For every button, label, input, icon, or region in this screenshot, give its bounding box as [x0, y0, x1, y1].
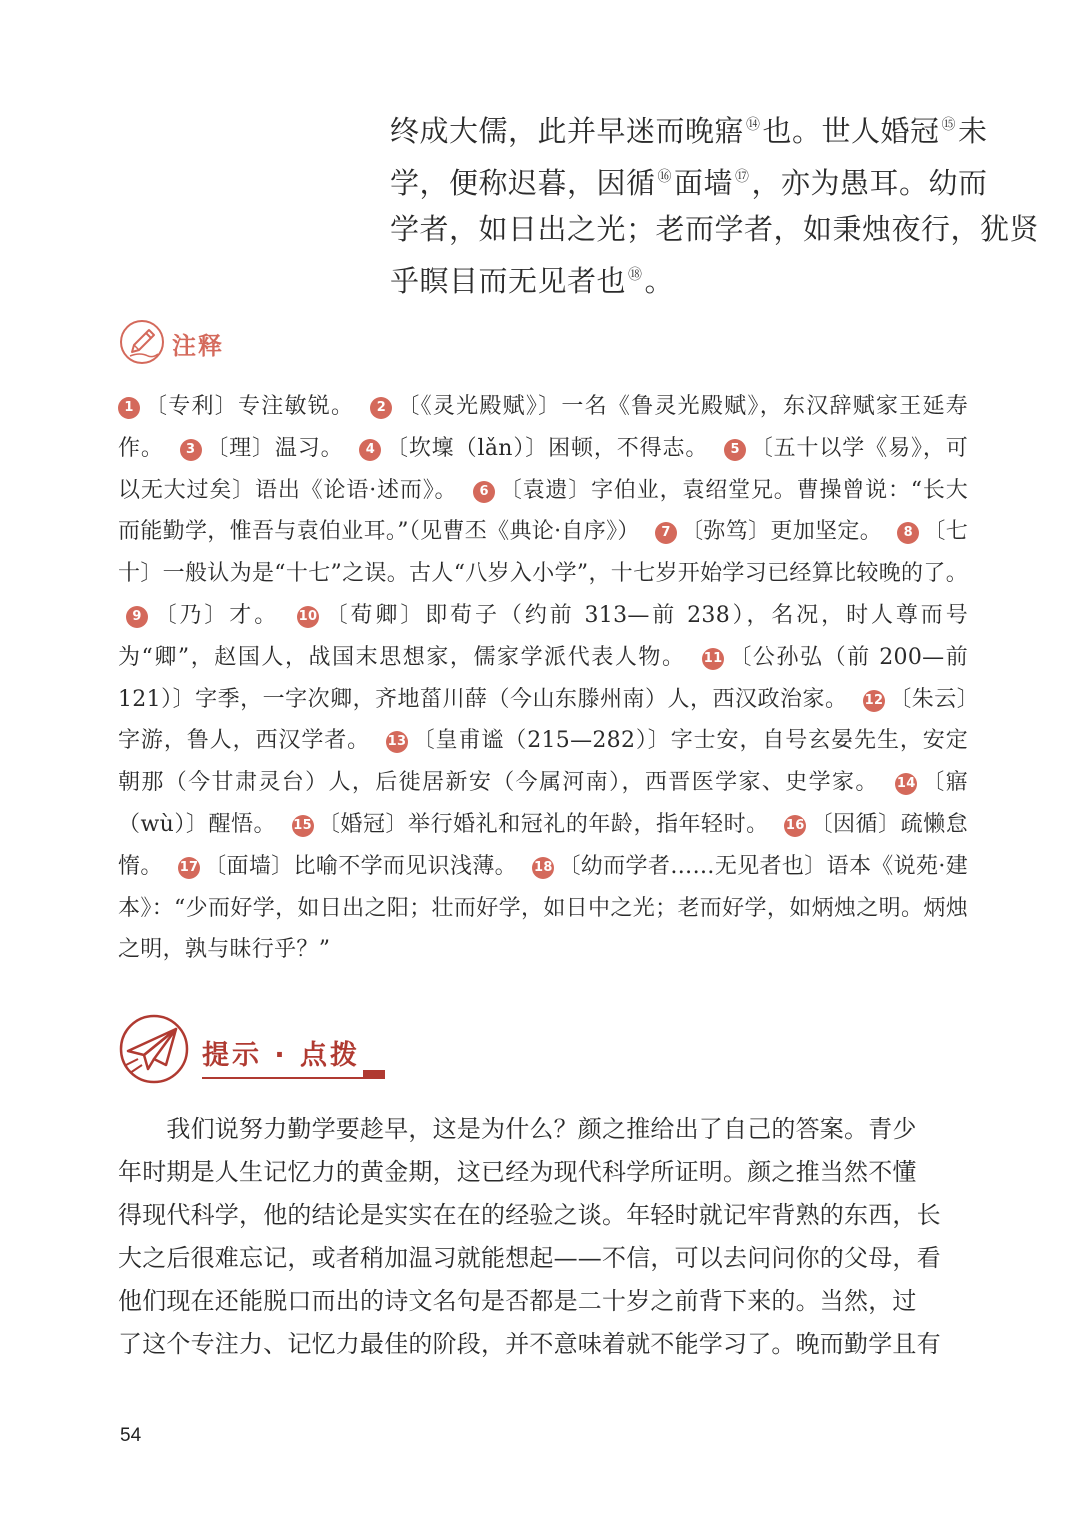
- note-text: 〔因循〕疏懒怠惰。: [118, 811, 969, 879]
- note-text: 〔荀卿〕即荀子（约前 313—前 238），名况，时人尊而号为“卿”，赵国人，战国末思想家，儒家学派代表人物。: [118, 602, 968, 670]
- text-line: 他们现在还能脱口而出的诗文名句是否都是二十岁之前背下来的。当然，过: [118, 1287, 917, 1315]
- note-text: 〔公孙弘（前 200—前 121）〕字季，一字次卿，齐地菑川薛（今山东滕州南）人，西汉政治家。: [118, 644, 969, 712]
- note-number-badge: 16: [784, 815, 806, 837]
- poem-line: 终成大儒，此并早迷而晚寤 ⑭也。世人婚冠 ⑮未: [390, 114, 988, 148]
- annotation-mark: ⑯: [657, 169, 673, 185]
- title-underline-block: [363, 1070, 385, 1079]
- poem-line: 学者，如日出之光；老而学者，如秉烛夜行，犹贤: [390, 212, 1040, 246]
- note-text: 〔七十〕一般认为是“十七”之误。古人“八岁入小学”，十七岁开始学习已经算比较晚的了。: [118, 519, 969, 587]
- annotation-mark: ⑰: [735, 169, 750, 185]
- note-number-badge: 3: [180, 439, 202, 461]
- note-item: [118, 603, 279, 628]
- note-text: 〔婚冠〕举行婚礼和冠礼的年龄，指年轻时。: [317, 811, 769, 837]
- note-number-badge: 12: [863, 690, 885, 712]
- note-number-badge: 4: [359, 439, 381, 461]
- note-text: 〔坎壈（lǎn）〕困顿，不得志。: [385, 435, 709, 461]
- note-item: [647, 519, 882, 544]
- note-number-badge: 13: [386, 731, 408, 753]
- tips-title: 提示 · 点拨: [202, 1040, 361, 1071]
- note-item: [351, 436, 708, 461]
- notes-list: [118, 386, 968, 971]
- tips-header: [118, 1013, 398, 1085]
- poem-line: 学，便称迟暮，因循 ⑯面墙 ⑰，亦为愚耳。幼而: [390, 166, 988, 200]
- note-number-badge: 1: [118, 397, 140, 419]
- note-text: 〔《灵光殿赋》〕一名《鲁灵光殿赋》，东汉辞赋家王延寿作。: [118, 394, 968, 461]
- note-number-badge: 8: [897, 522, 919, 544]
- note-number-badge: 15: [292, 815, 314, 837]
- note-number-badge: 5: [724, 439, 746, 461]
- note-number-badge: 2: [370, 397, 392, 419]
- text-line: 得现代科学，他的结论是实实在在的经验之谈。年轻时就记牢背熟的东西，长: [118, 1201, 941, 1229]
- note-number-badge: 7: [655, 522, 677, 544]
- page-number: 54: [120, 1425, 142, 1446]
- note-number-badge: 10: [297, 606, 319, 628]
- poem-line: 乎瞑目而无见者也 ⑱。: [390, 264, 675, 298]
- text-line: 我们说努力勤学要趁早，这是为什么？颜之推给出了自己的答案。青少: [118, 1115, 917, 1143]
- note-text: 〔理〕温习。: [205, 435, 344, 461]
- note-text: 〔乃〕才。: [152, 602, 280, 628]
- annotation-mark: ⑮: [941, 117, 957, 133]
- note-number-badge: 17: [178, 857, 200, 879]
- note-item: [118, 394, 354, 419]
- classical-text: [390, 102, 1040, 304]
- note-number-badge: 6: [473, 481, 495, 503]
- note-item: [172, 436, 344, 461]
- text-line: 了这个专注力、记忆力最佳的阶段，并不意味着就不能学习了。晚而勤学且有: [118, 1330, 941, 1358]
- note-number-badge: 11: [702, 648, 724, 670]
- notes-title: 注释: [172, 332, 224, 360]
- note-text: 〔面墙〕比喻不学而见识浅薄。: [204, 853, 518, 879]
- note-text: 〔袁遗〕字伯业，袁绍堂兄。曹操曾说：“长大而能勤学，惟吾与袁伯业耳。”（见曹丕《典论·自序》）: [118, 477, 969, 545]
- note-item: [284, 812, 769, 837]
- note-text: 〔寤（wù）〕醒悟。: [118, 770, 968, 837]
- note-text: 〔幼而学者……无见者也〕语本《说苑·建本》：“少而好学，如日出之阳；壮而好学，如日中之光；老而好学，如炳烛之明。炳烛之明，孰与昧行乎？”: [118, 853, 969, 963]
- note-text: 〔五十以学《易》，可以无大过矣〕语出《论语·述而》。: [118, 435, 969, 503]
- note-text: 〔专利〕专注敏锐。: [144, 394, 355, 419]
- commentary-text: [118, 1108, 968, 1366]
- pencil-icon: [118, 318, 166, 366]
- note-number-badge: 9: [126, 606, 148, 628]
- note-number-badge: 14: [895, 773, 917, 795]
- paper-plane-icon: [118, 1013, 190, 1085]
- annotation-mark: ⑱: [628, 267, 643, 283]
- text-line: 年时期是人生记忆力的黄金期，这已经为现代科学所证明。颜之推当然不懂: [118, 1158, 917, 1186]
- annotation-mark: ⑭: [746, 117, 761, 133]
- note-text: 〔皇甫谧（215—282）〕字士安，自号玄晏先生，安定朝那（今甘肃灵台）人，后徙居新安（今属河南），西晋医学家、史学家。: [118, 728, 968, 796]
- text-line: 大之后很难忘记，或者稍加温习就能想起——不信，可以去问问你的父母，看: [118, 1244, 941, 1272]
- note-item: [170, 854, 517, 879]
- note-text: 〔弥笃〕更加坚定。: [681, 519, 883, 545]
- note-number-badge: 18: [532, 857, 554, 879]
- title-underline: [202, 1077, 382, 1079]
- note-text: 〔朱云〕字游，鲁人，西汉学者。: [118, 686, 969, 754]
